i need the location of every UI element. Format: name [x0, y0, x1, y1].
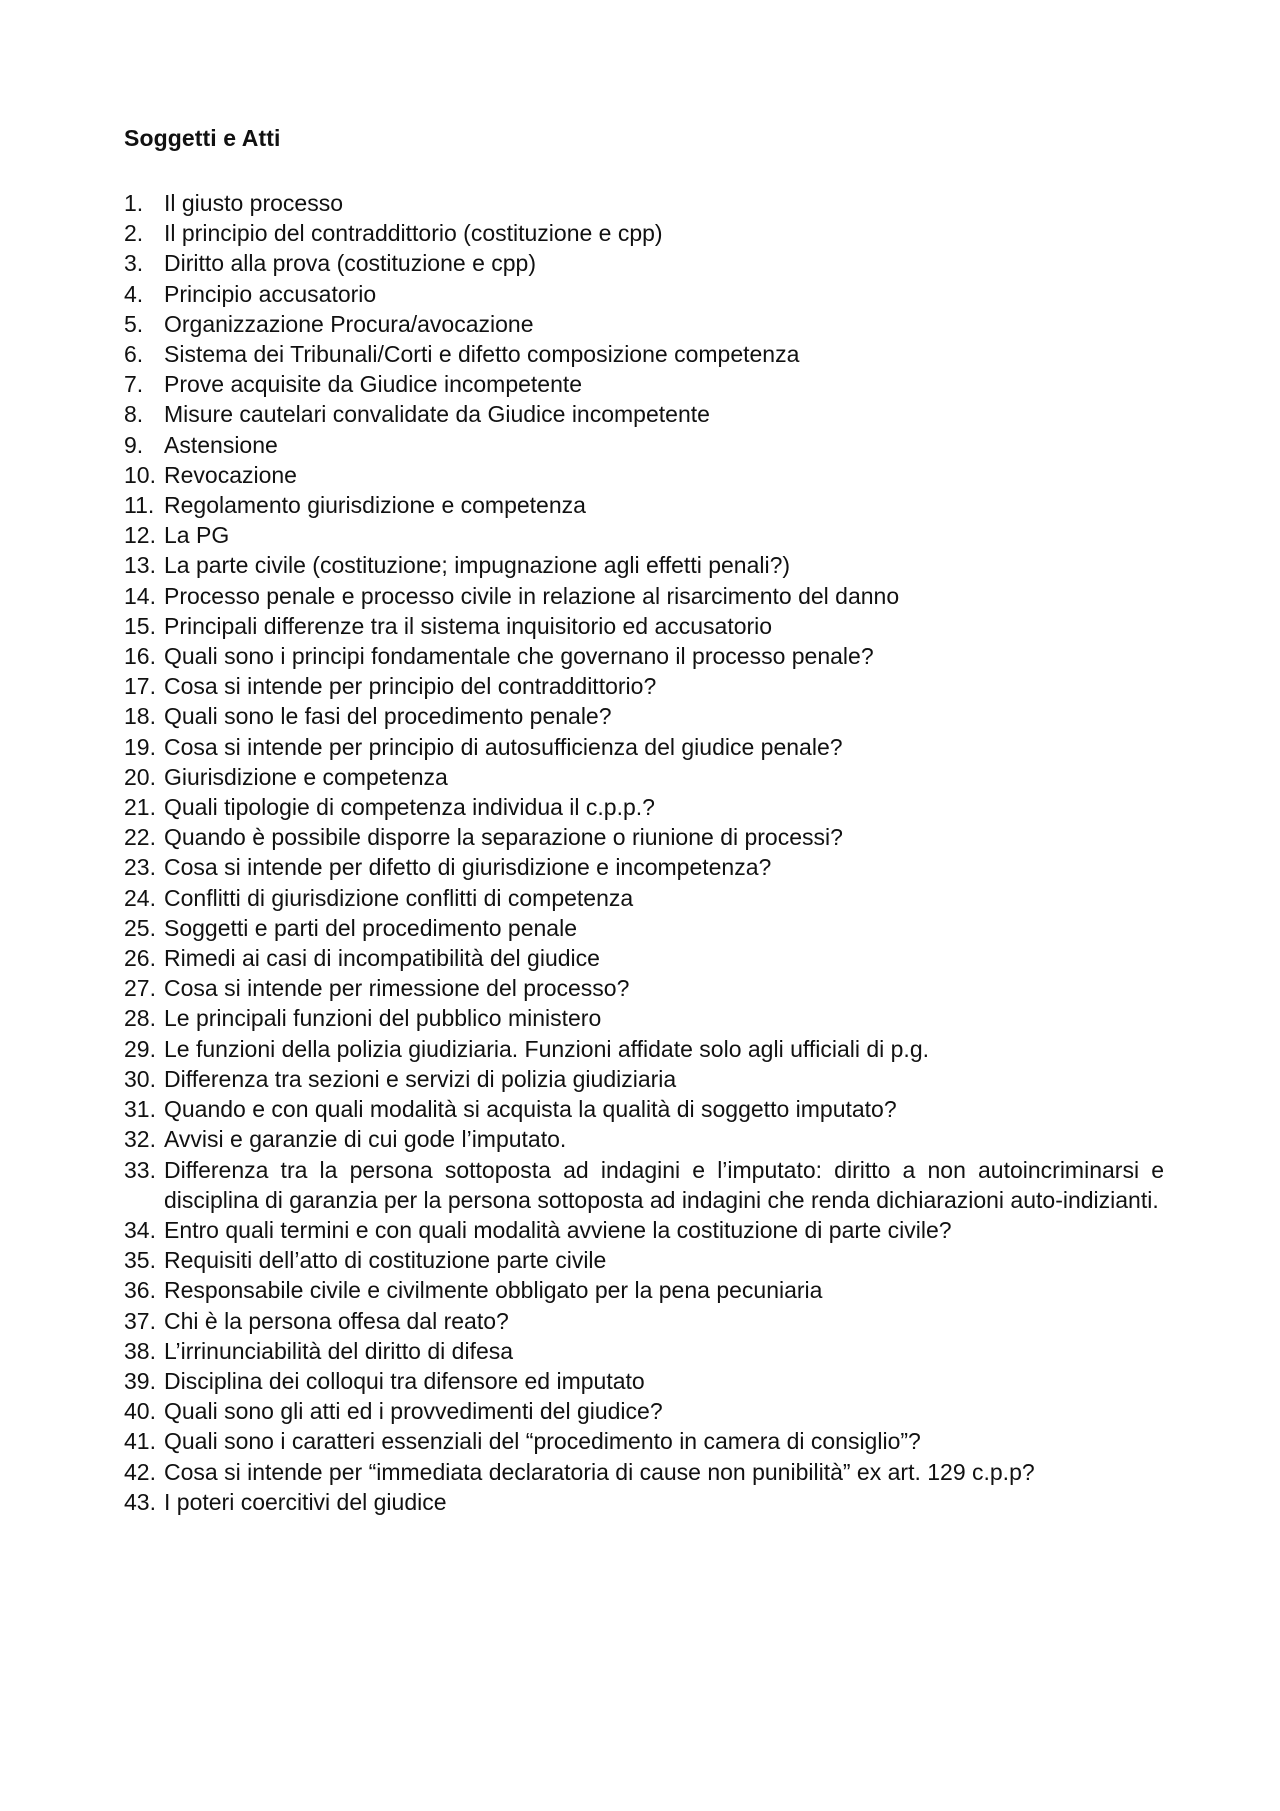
list-item-text: Le funzioni della polizia giudiziaria. Funzioni affidate solo agli ufficiali di p.g.	[164, 1035, 930, 1062]
list-item-text: Differenza tra la persona sottoposta ad indagini e l’imputato: diritto a non autoincriminarsi e disciplina di garanzia per la persona sottoposta ad indagini che renda dichiarazioni auto-indizianti.	[164, 1156, 1164, 1213]
list-item-number: 38.	[124, 1337, 156, 1364]
list-item-text: La PG	[164, 522, 230, 549]
list-item-number: 34.	[124, 1216, 156, 1243]
list-item-number: 5.	[124, 310, 144, 337]
list-item	[124, 852, 1164, 882]
list-item-number: 29.	[124, 1035, 156, 1062]
list-item-number: 31.	[124, 1096, 156, 1123]
list-item	[124, 792, 1164, 822]
list-item-number: 13.	[124, 552, 156, 579]
list-item	[124, 1396, 1164, 1426]
list-item-text: Responsabile civile e civilmente obbligato per la pena pecuniaria	[164, 1277, 823, 1304]
list-item-number: 20.	[124, 763, 156, 790]
list-item	[124, 460, 1164, 490]
list-item	[124, 490, 1164, 520]
list-item	[124, 1336, 1164, 1366]
list-item-text: Astensione	[164, 431, 278, 458]
list-item-number: 6.	[124, 341, 144, 368]
list-item-text: Il principio del contraddittorio (costituzione e cpp)	[164, 220, 663, 247]
list-item	[124, 430, 1164, 460]
list-item	[124, 309, 1164, 339]
list-item	[124, 399, 1164, 429]
list-item	[124, 520, 1164, 550]
list-item-number: 35.	[124, 1247, 156, 1274]
list-item-number: 15.	[124, 612, 156, 639]
list-item-number: 41.	[124, 1428, 156, 1455]
list-item-text: Quali sono i caratteri essenziali del “procedimento in camera di consiglio”?	[164, 1428, 921, 1455]
list-item-text: Entro quali termini e con quali modalità avviene la costituzione di parte civile?	[164, 1216, 952, 1243]
list-item-text: Quali sono gli atti ed i provvedimenti del giudice?	[164, 1398, 663, 1425]
list-item-text: Quando è possibile disporre la separazione o riunione di processi?	[164, 824, 843, 851]
list-item-text: Il giusto processo	[164, 190, 343, 216]
list-item-text: Giurisdizione e competenza	[164, 763, 448, 790]
list-item-text: Principio accusatorio	[164, 280, 377, 307]
list-item-text: Requisiti dell’atto di costituzione parte civile	[164, 1247, 607, 1274]
list-item-number: 19.	[124, 733, 156, 760]
list-item-text: Revocazione	[164, 461, 297, 488]
list-item-number: 4.	[124, 280, 144, 307]
list-item	[124, 218, 1164, 248]
list-item-number: 43.	[124, 1488, 156, 1515]
list-item	[124, 973, 1164, 1003]
list-item-text: I poteri coercitivi del giudice	[164, 1488, 447, 1515]
list-item-number: 36.	[124, 1277, 156, 1304]
list-item-text: Quali tipologie di competenza individua il c.p.p.?	[164, 794, 655, 821]
list-item-text: Differenza tra sezioni e servizi di polizia giudiziaria	[164, 1065, 677, 1092]
list-item	[124, 943, 1164, 973]
list-item	[124, 883, 1164, 913]
list-item	[124, 732, 1164, 762]
list-item	[124, 279, 1164, 309]
list-item-text: Regolamento giurisdizione e competenza	[164, 492, 586, 519]
list-item-number: 24.	[124, 884, 156, 911]
list-item-text: Rimedi ai casi di incompatibilità del giudice	[164, 945, 600, 972]
list-item-text: Conflitti di giurisdizione conflitti di competenza	[164, 884, 634, 911]
list-item-text: Quando e con quali modalità si acquista la qualità di soggetto imputato?	[164, 1096, 897, 1123]
question-list	[124, 188, 1164, 1517]
list-item	[124, 913, 1164, 943]
list-item-number: 42.	[124, 1458, 156, 1485]
list-item-number: 16.	[124, 643, 156, 670]
list-item-number: 9.	[124, 431, 144, 458]
list-item	[124, 1457, 1164, 1487]
list-item-number: 12.	[124, 522, 156, 549]
list-item-text: Cosa si intende per principio di autosufficienza del giudice penale?	[164, 733, 843, 760]
list-item-number: 18.	[124, 703, 156, 730]
list-item-number: 32.	[124, 1126, 156, 1153]
list-item	[124, 369, 1164, 399]
list-item-number: 27.	[124, 975, 156, 1002]
list-item	[124, 671, 1164, 701]
list-item	[124, 1155, 1164, 1215]
list-item	[124, 1275, 1164, 1305]
document-title: Soggetti e Atti	[124, 125, 281, 151]
list-item-text: Cosa si intende per difetto di giurisdizione e incompetenza?	[164, 854, 772, 881]
list-item	[124, 611, 1164, 641]
list-item	[124, 1124, 1164, 1154]
list-item-text: Soggetti e parti del procedimento penale	[164, 914, 578, 941]
list-item	[124, 581, 1164, 611]
list-item	[124, 1094, 1164, 1124]
list-item	[124, 188, 1164, 218]
list-item-number: 26.	[124, 945, 156, 972]
list-item-text: Principali differenze tra il sistema inquisitorio ed accusatorio	[164, 612, 773, 639]
list-item	[124, 1306, 1164, 1336]
list-item	[124, 641, 1164, 671]
list-item-number: 23.	[124, 854, 156, 881]
list-item-number: 22.	[124, 824, 156, 851]
list-item	[124, 1245, 1164, 1275]
list-item-text: Sistema dei Tribunali/Corti e difetto composizione competenza	[164, 341, 800, 368]
list-item	[124, 822, 1164, 852]
list-item-number: 2.	[124, 220, 144, 247]
list-item-number: 37.	[124, 1307, 156, 1334]
list-item-number: 40.	[124, 1398, 156, 1425]
list-item	[124, 550, 1164, 580]
list-item-number: 33.	[124, 1156, 156, 1183]
list-item-text: Diritto alla prova (costituzione e cpp)	[164, 250, 536, 277]
list-item	[124, 1034, 1164, 1064]
list-item-number: 39.	[124, 1367, 156, 1394]
list-item-text: Avvisi e garanzie di cui gode l’imputato.	[164, 1126, 567, 1153]
list-item-text: Processo penale e processo civile in relazione al risarcimento del danno	[164, 582, 900, 609]
list-item	[124, 762, 1164, 792]
list-item-text: Misure cautelari convalidate da Giudice incompetente	[164, 401, 710, 428]
list-item-number: 25.	[124, 914, 156, 941]
list-item-number: 8.	[124, 401, 144, 428]
list-item-text: La parte civile (costituzione; impugnazione agli effetti penali?)	[164, 552, 791, 579]
list-item-text: Organizzazione Procura/avocazione	[164, 310, 534, 337]
list-item	[124, 339, 1164, 369]
list-item-number: 3.	[124, 250, 144, 277]
list-item-text: Quali sono i principi fondamentale che governano il processo penale?	[164, 643, 874, 670]
list-item-text: Prove acquisite da Giudice incompetente	[164, 371, 583, 398]
list-item-number: 7.	[124, 371, 144, 398]
list-item	[124, 1426, 1164, 1456]
list-item	[124, 701, 1164, 731]
list-item	[124, 1366, 1164, 1396]
list-item-number: 30.	[124, 1065, 156, 1092]
list-item	[124, 248, 1164, 278]
list-item-text: Cosa si intende per rimessione del processo?	[164, 975, 630, 1002]
list-item	[124, 1003, 1164, 1033]
list-item-number: 17.	[124, 673, 156, 700]
list-item-text: L’irrinunciabilità del diritto di difesa	[164, 1337, 514, 1364]
list-item-text: Le principali funzioni del pubblico ministero	[164, 1005, 602, 1032]
list-item-text: Cosa si intende per “immediata declaratoria di cause non punibilità” ex art. 129 c.p.p?	[164, 1458, 1035, 1485]
list-item-number: 1.	[124, 190, 144, 216]
list-item-text: Disciplina dei colloqui tra difensore ed imputato	[164, 1367, 645, 1394]
list-item-text: Chi è la persona offesa dal reato?	[164, 1307, 509, 1334]
list-item	[124, 1487, 1164, 1517]
list-item-text: Cosa si intende per principio del contraddittorio?	[164, 673, 657, 700]
list-item-number: 28.	[124, 1005, 156, 1032]
list-item-number: 14.	[124, 582, 156, 609]
list-item-number: 11.	[124, 492, 155, 519]
list-item-number: 21.	[124, 794, 156, 821]
list-item-text: Quali sono le fasi del procedimento penale?	[164, 703, 612, 730]
list-item	[124, 1215, 1164, 1245]
list-item	[124, 1064, 1164, 1094]
list-item-number: 10.	[124, 461, 156, 488]
